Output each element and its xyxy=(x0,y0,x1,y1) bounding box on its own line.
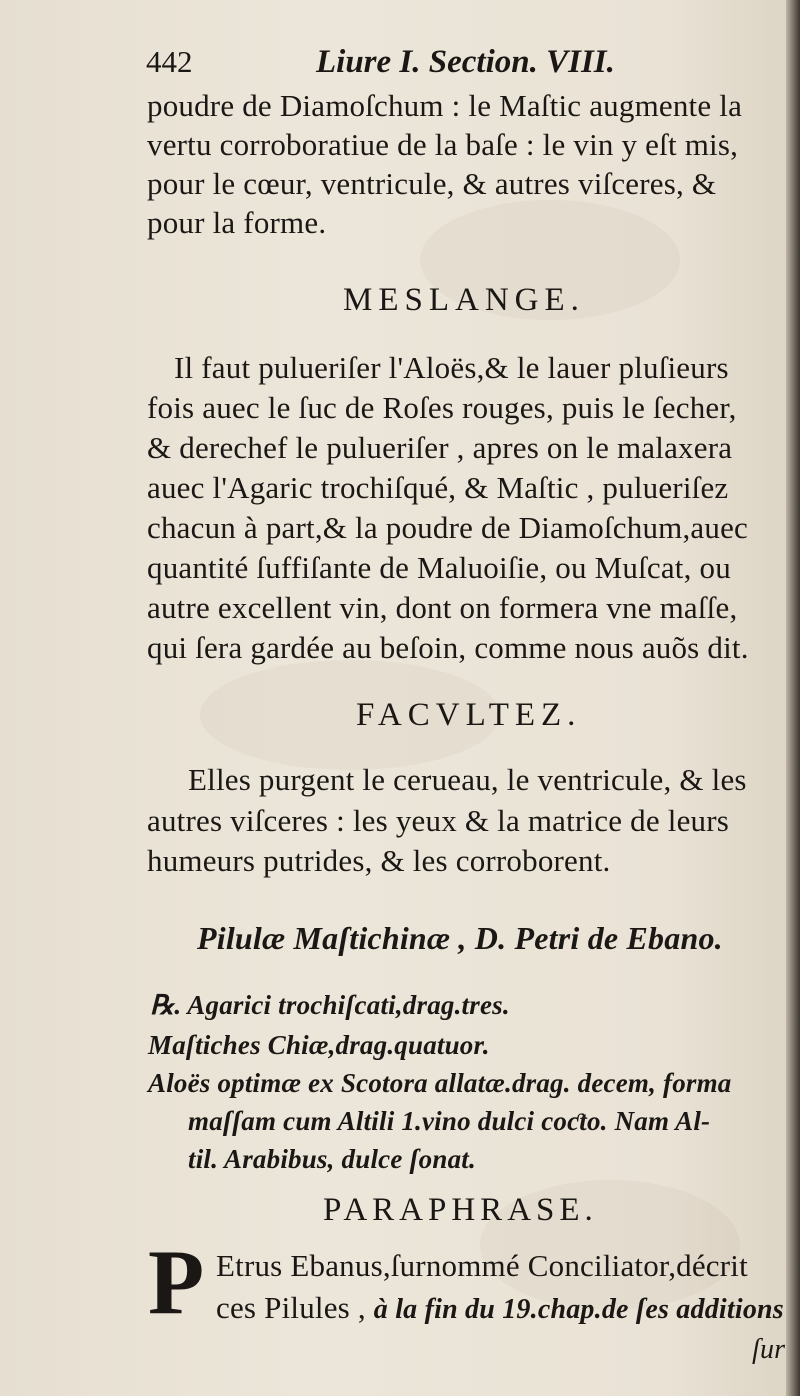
text-line: qui ſera gardée au beſoin, comme nous auõs dit. xyxy=(147,630,749,665)
running-title: Liure I. Section. VIII. xyxy=(316,44,615,80)
text-line: pour le cœur, ventricule, & autres viſceres, & xyxy=(147,166,717,201)
text-line: Elles purgent le cerueau, le ventricule, & les xyxy=(188,762,747,797)
text-line: Etrus Ebanus,ſurnommé Conciliator,décrit xyxy=(216,1248,748,1283)
recipe-line: Aloës optimæ ex Scotora allatæ.drag. decem, forma xyxy=(148,1068,732,1098)
text-roman: ces Pilules , xyxy=(216,1290,366,1325)
recipe-line: ℞. Agarici trochiſcati,drag.tres. xyxy=(150,990,510,1020)
catchword: ſur xyxy=(752,1334,786,1365)
section-heading-facultez: FACVLTEZ. xyxy=(356,697,582,733)
recipe-line: maſſam cum Altili 1.vino dulci coƈto. Nam Al- xyxy=(188,1106,711,1136)
text-line: vertu corroboratiue de la baſe : le vin y eſt mis, xyxy=(147,127,739,162)
text-line: fois auec le ſuc de Roſes rouges, puis le ſecher, xyxy=(147,390,737,425)
text-line: autre excellent vin, dont on formera vne maſſe, xyxy=(147,590,738,625)
text-line: humeurs putrides, & les corroborent. xyxy=(147,843,611,878)
recipe-line: til. Arabibus, dulce ſonat. xyxy=(188,1144,476,1174)
text-line: chacun à part,& la poudre de Diamoſchum,auec xyxy=(147,510,748,545)
text-line: & derechef le pulueriſer , apres on le malaxera xyxy=(147,430,733,465)
section-heading-paraphrase: PARAPHRASE. xyxy=(323,1192,598,1228)
recipe-title: Pilulæ Maſtichinæ , D. Petri de Ebano. xyxy=(197,920,723,956)
text-line: auec l'Agaric trochiſqué, & Maſtic , pulueriſez xyxy=(147,470,729,505)
drop-cap: P xyxy=(148,1231,205,1333)
recipe-line: Maſtiches Chiæ,drag.quatuor. xyxy=(148,1030,490,1060)
text-line: pour la forme. xyxy=(147,205,327,240)
text-line: quantité ſuffiſante de Maluoiſie, ou Muſcat, ou xyxy=(147,550,731,585)
section-heading-meslange: MESLANGE. xyxy=(343,282,585,318)
text-line: autres viſceres : les yeux & la matrice de leurs xyxy=(147,803,730,838)
text-italic: à la fin du 19.chap.de ſes additions xyxy=(373,1294,784,1325)
text-line: Il faut pulueriſer l'Aloës,& le lauer pluſieurs xyxy=(174,350,729,385)
text-line: poudre de Diamoſchum : le Maſtic augmente la xyxy=(147,88,743,123)
page-number: 442 xyxy=(146,44,193,79)
page-edge-shadow xyxy=(786,0,800,1396)
text-line xyxy=(216,1290,784,1326)
